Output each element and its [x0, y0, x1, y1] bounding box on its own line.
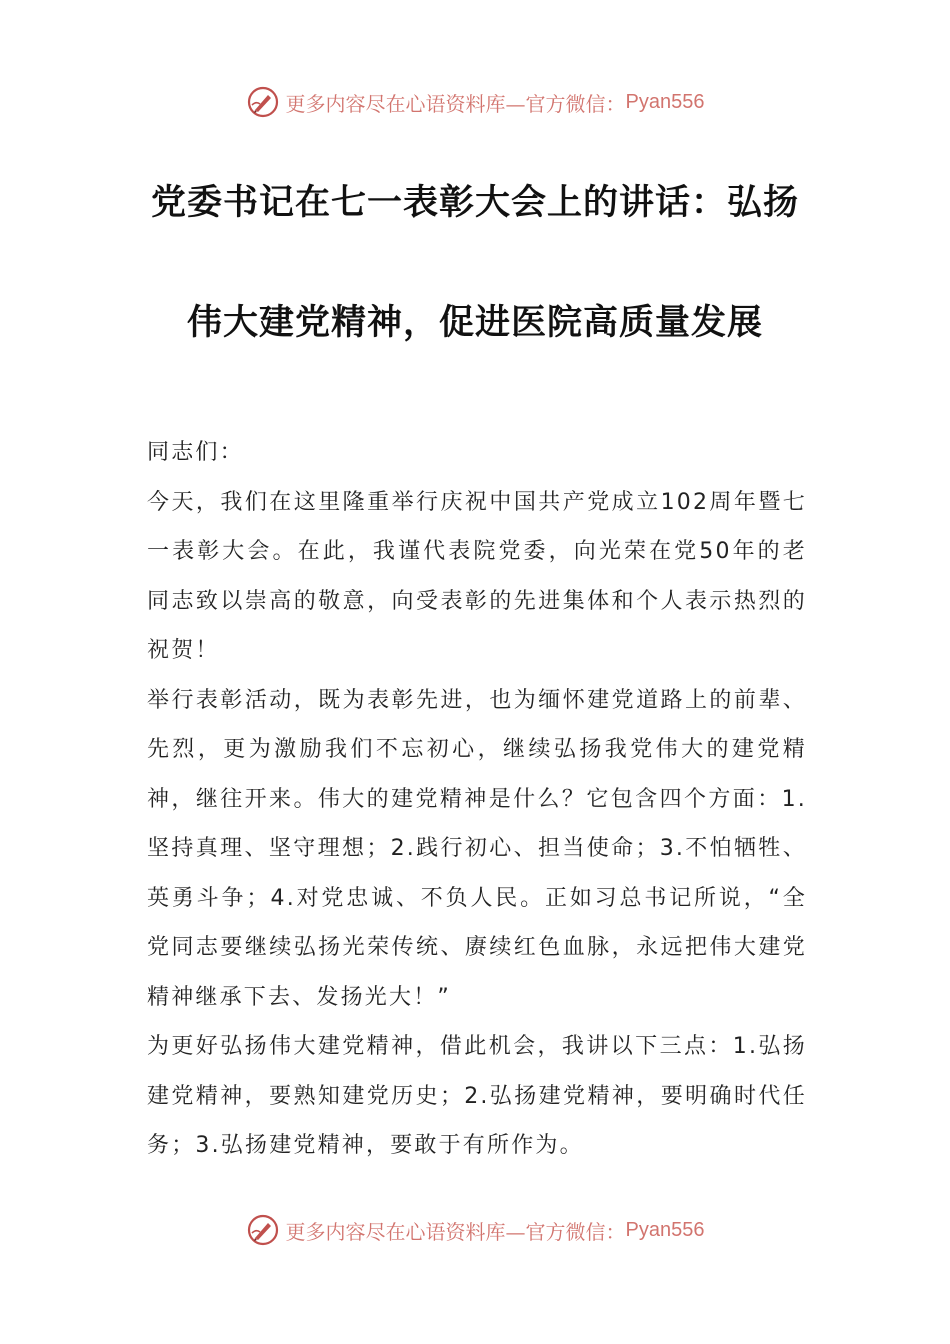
- banner-wechat-id: Pyan556: [625, 1218, 705, 1241]
- banner-text: 更多内容尽在心语资料库—: [285, 91, 526, 116]
- banner-wechat-id: Pyan556: [625, 90, 705, 113]
- banner-label: 官方微信：: [525, 1219, 626, 1244]
- pen-logo-icon: [246, 1213, 280, 1247]
- document-title-line-2: 伟大建党精神，促进医院高质量发展: [186, 302, 763, 343]
- paragraph: 为更好弘扬伟大建党精神，借此机会，我讲以下三点：1.弘扬建党精神，要熟知建党历史；2.弘扬建党精神，要明确时代任务；3.弘扬建党精神，要敢于有所作为。: [147, 1034, 807, 1158]
- greeting: 同志们：: [147, 440, 244, 465]
- paragraph: 举行表彰活动，既为表彰先进，也为缅怀建党道路上的前辈、先烈，更为激励我们不忘初心，继续弘扬我党伟大的建党精神，继往开来。伟大的建党精神是什么？它包含四个方面：1.坚持真理、坚守理想；2.践行初心、担当使命；3.不怕牺牲、英勇斗争；4.对党忠诚、不负人民。正如习总书记所说，“全党同志要继续弘扬光荣传统、赓续红色血脉，永远把伟大建党精神继承下去、发扬光大！”: [147, 687, 807, 1010]
- header-banner: [0, 82, 950, 122]
- banner-label: 官方微信：: [525, 91, 626, 116]
- pen-logo-icon: [246, 85, 280, 119]
- footer-banner: [0, 1210, 950, 1250]
- document-body: [147, 428, 807, 1171]
- paragraph: 今天，我们在这里隆重举行庆祝中国共产党成立102周年暨七一表彰大会。在此，我谨代表院党委，向光荣在党50年的老同志致以崇高的敬意，向受表彰的先进集体和个人表示热烈的祝贺！: [147, 489, 807, 663]
- banner-text: 更多内容尽在心语资料库—: [285, 1219, 526, 1244]
- document-title-line-1: 党委书记在七一表彰大会上的讲话：弘扬: [150, 182, 799, 223]
